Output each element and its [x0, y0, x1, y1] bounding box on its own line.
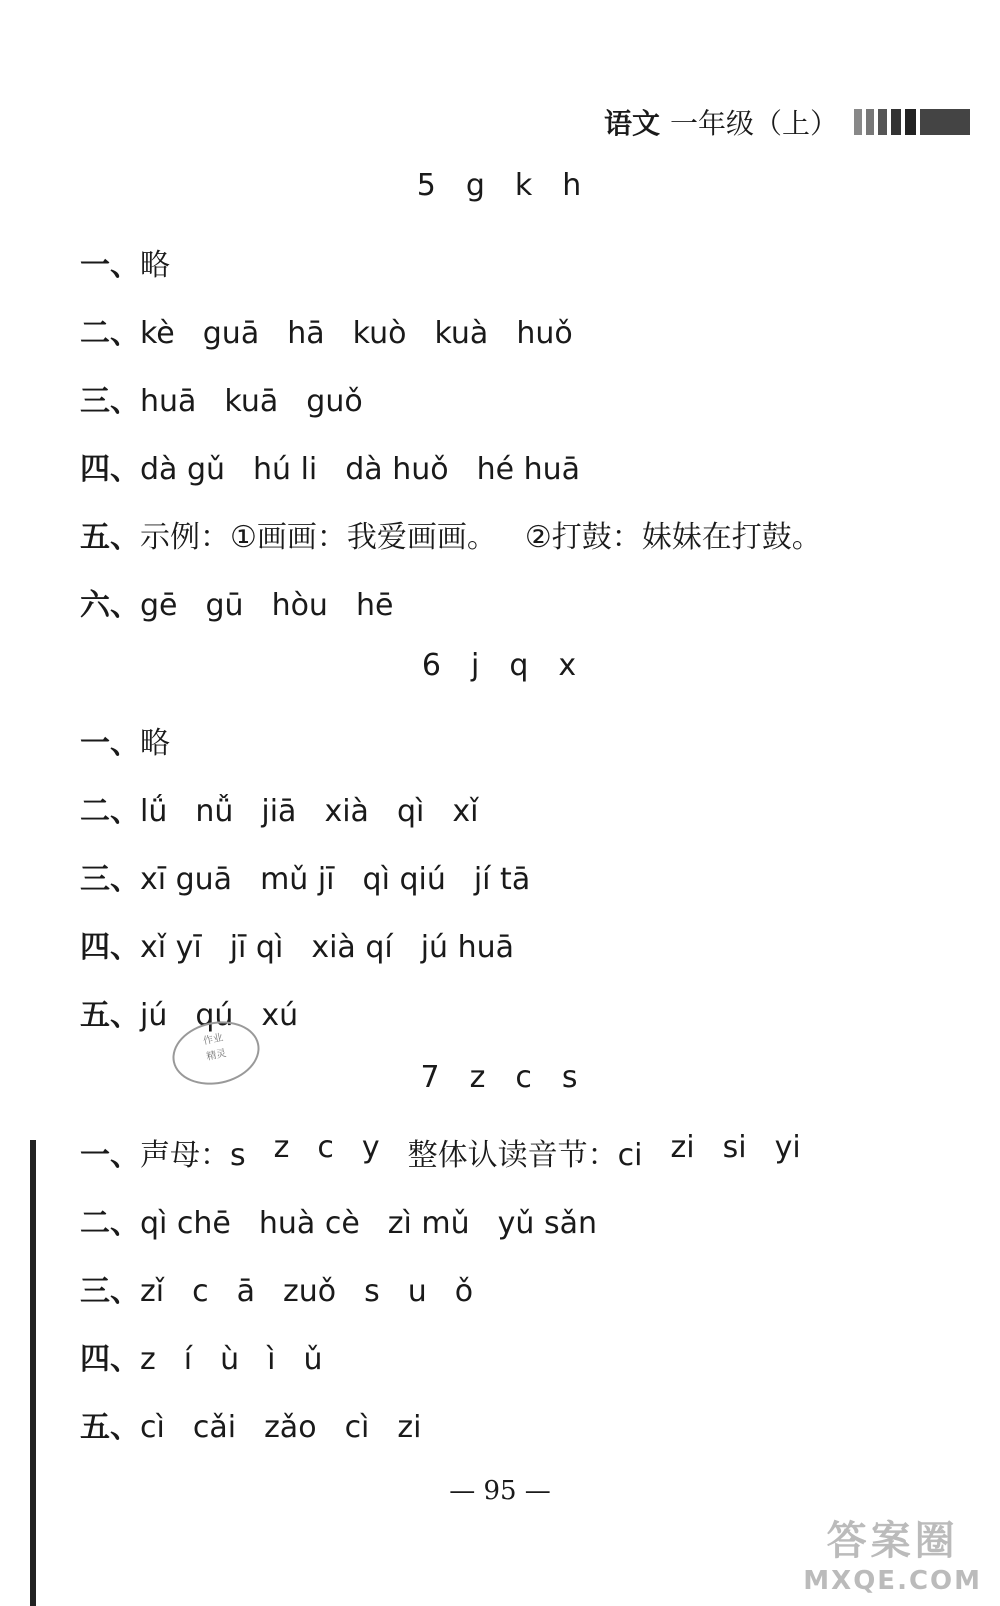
answer-item: ②打鼓：妹妹在打鼓。 — [524, 520, 822, 555]
answer-items — [140, 1274, 473, 1309]
stamp-line2: 精灵 — [205, 1047, 228, 1063]
question-number: 五、 — [80, 998, 140, 1033]
answer-item: guā — [202, 316, 260, 351]
answer-line — [80, 1130, 801, 1174]
answer-items — [140, 862, 530, 897]
answer-items — [140, 794, 478, 829]
answer-items — [140, 1130, 801, 1174]
answer-item: huā — [140, 384, 197, 419]
answer-item: hē — [355, 588, 394, 623]
answer-item: gū — [205, 588, 244, 623]
page-number: — 95 — — [449, 1476, 551, 1506]
answer-item: kè — [140, 316, 175, 351]
answer-items — [140, 512, 822, 556]
answer-line — [80, 718, 170, 762]
answer-line — [80, 786, 478, 830]
answer-items — [140, 588, 393, 623]
section-title-2 — [0, 648, 1000, 683]
answer-line — [80, 308, 573, 352]
answer-item: mǔ jī — [260, 862, 335, 897]
section-title-token: 5 — [416, 168, 438, 203]
answer-item: zì mǔ — [387, 1206, 470, 1241]
answer-line — [80, 376, 363, 420]
answer-item: u — [407, 1274, 427, 1309]
watermark — [803, 1509, 982, 1596]
answer-item: cì — [344, 1410, 370, 1445]
answer-item: 示例：①画画：我爱画画。 — [140, 520, 497, 555]
answer-item: xú — [261, 998, 299, 1033]
question-number: 二、 — [80, 316, 140, 351]
answer-item: 略 — [140, 726, 170, 761]
question-number: 四、 — [80, 1342, 140, 1377]
answer-item: yi — [774, 1130, 801, 1165]
answer-line — [80, 240, 170, 284]
question-number: 四、 — [80, 452, 140, 487]
answer-item: jí tā — [473, 862, 531, 897]
answer-item: xià — [324, 794, 369, 829]
answer-item: qú — [195, 998, 234, 1033]
answer-item: zuǒ — [282, 1274, 337, 1309]
answer-item: gē — [140, 588, 178, 623]
answer-item: jú huā — [420, 930, 514, 965]
answer-item: c — [317, 1130, 334, 1165]
answer-item: jiā — [261, 794, 297, 829]
question-number: 二、 — [80, 794, 140, 829]
section-title-token: 6 — [421, 648, 443, 683]
section-title-token: q — [509, 648, 531, 683]
section-title-token: j — [470, 648, 482, 683]
section-title-token: k — [514, 168, 535, 203]
section-title-token: s — [561, 1060, 580, 1095]
answer-line — [80, 1266, 473, 1310]
answer-item: nǚ — [195, 794, 234, 829]
answer-item: kuò — [352, 316, 407, 351]
question-number: 一、 — [80, 1138, 140, 1173]
answer-item: huà cè — [258, 1206, 360, 1241]
answer-line — [80, 1334, 322, 1378]
answer-item: ì — [267, 1342, 276, 1377]
answer-items — [140, 240, 170, 284]
answer-items — [140, 1206, 597, 1241]
section-title-token: 7 — [420, 1060, 442, 1095]
answer-line — [80, 990, 298, 1034]
answer-item: jī qì — [229, 930, 284, 965]
answer-item: qì — [396, 794, 425, 829]
section-title-1 — [0, 168, 1000, 203]
answer-item: í — [183, 1342, 193, 1377]
section-title-3 — [0, 1060, 1000, 1095]
answer-item: cì — [140, 1410, 165, 1445]
answer-item: xī guā — [140, 862, 233, 897]
answer-item: zǐ — [140, 1274, 165, 1309]
header-decoration — [854, 109, 970, 135]
question-number: 一、 — [80, 726, 140, 761]
answer-item: xià qí — [311, 930, 393, 965]
answer-item: c — [192, 1274, 209, 1309]
answer-item: xǐ yī — [140, 930, 202, 965]
page-header — [604, 102, 970, 142]
question-number: 一、 — [80, 248, 140, 283]
question-number: 六、 — [80, 588, 140, 623]
section-title-token: z — [469, 1060, 488, 1095]
answer-item: hé huā — [476, 452, 581, 487]
answer-item: hú li — [253, 452, 318, 487]
answer-item: yǔ sǎn — [497, 1206, 597, 1241]
answer-item: 略 — [140, 248, 170, 283]
answer-item: z — [140, 1342, 156, 1377]
answer-item: s — [364, 1274, 380, 1309]
answer-items — [140, 1410, 422, 1445]
header-grade: 一年级（上） — [669, 107, 838, 140]
answer-item: zǎo — [264, 1410, 317, 1445]
answer-line — [80, 512, 822, 556]
answer-item: z — [273, 1130, 290, 1165]
answer-items — [140, 384, 363, 419]
answer-item: xǐ — [452, 794, 479, 829]
section-title-token: x — [558, 648, 579, 683]
answer-item: ǔ — [303, 1342, 323, 1377]
question-number: 三、 — [80, 1274, 140, 1309]
question-number: 五、 — [80, 520, 140, 555]
answer-item: ā — [236, 1274, 255, 1309]
section-title-token: h — [562, 168, 584, 203]
header-subject: 语文 — [603, 107, 660, 140]
answer-items — [140, 1342, 322, 1377]
section-title-token: c — [515, 1060, 534, 1095]
answer-line — [80, 854, 530, 898]
answer-item: jú — [140, 998, 168, 1033]
answer-item: 声母：s — [140, 1138, 246, 1173]
answer-item: huǒ — [516, 316, 573, 351]
answer-item: kuā — [224, 384, 279, 419]
answer-items — [140, 452, 580, 487]
answer-line — [80, 444, 580, 488]
answer-item: hā — [287, 316, 325, 351]
watermark-line2: MXQE.COM — [803, 1566, 982, 1596]
question-number: 四、 — [80, 930, 140, 965]
question-number: 三、 — [80, 384, 140, 419]
answer-item: lǘ — [140, 794, 168, 829]
section-title-token: g — [465, 168, 487, 203]
answer-items — [140, 718, 170, 762]
answer-item: ǒ — [454, 1274, 474, 1309]
answer-item: qì chē — [140, 1206, 231, 1241]
answer-item: qì qiú — [362, 862, 446, 897]
answer-item: si — [722, 1130, 747, 1165]
answer-items — [140, 930, 514, 965]
answer-item: cǎi — [192, 1410, 237, 1445]
answer-items — [140, 316, 573, 351]
answer-item: zi — [397, 1410, 422, 1445]
answer-item: guǒ — [306, 384, 363, 419]
page-edge-shadow — [30, 1140, 36, 1606]
answer-item: zi — [670, 1130, 695, 1165]
question-number: 二、 — [80, 1206, 140, 1241]
answer-item: hòu — [271, 588, 328, 623]
stamp-line1: 作业 — [202, 1032, 225, 1048]
question-number: 三、 — [80, 862, 140, 897]
answer-item: kuà — [434, 316, 489, 351]
answer-item: ù — [220, 1342, 240, 1377]
answer-item: dà huǒ — [345, 452, 449, 487]
answer-line — [80, 922, 514, 966]
answer-line — [80, 1402, 422, 1446]
question-number: 五、 — [80, 1410, 140, 1445]
answer-item: 整体认读音节：ci — [407, 1138, 643, 1173]
watermark-line1: 答案圈 — [826, 1518, 959, 1564]
answer-item: dà gǔ — [140, 452, 226, 487]
answer-line — [80, 1198, 597, 1242]
answer-item: y — [361, 1130, 380, 1165]
answer-line — [80, 580, 393, 624]
